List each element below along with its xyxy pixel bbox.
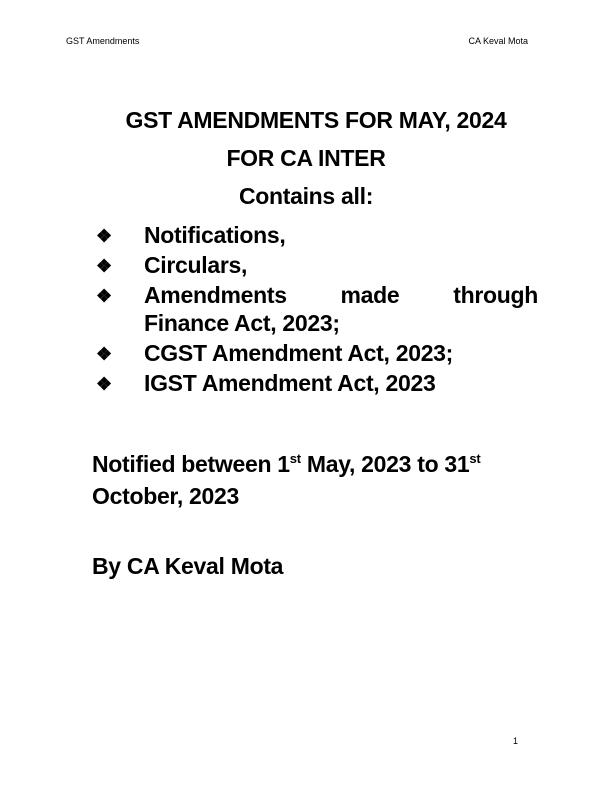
diamond-dots-icon: ❖ [96, 286, 112, 306]
diamond-dots-icon: ❖ [96, 226, 112, 246]
notified-statement [92, 448, 552, 512]
list-item [96, 281, 538, 339]
list-item [96, 251, 538, 281]
notified-line-2: October, 2023 [92, 483, 239, 509]
list-item-text: Notifications, [144, 222, 286, 248]
list-item [96, 339, 538, 369]
ordinal-suffix: st [469, 451, 481, 466]
list-item-continuation: Finance Act, 2023; [144, 310, 340, 336]
title-line-1: GST AMENDMENTS FOR MAY, 2024 [125, 107, 507, 133]
word: Amendments [144, 282, 287, 308]
title-line-3: Contains all: [238, 183, 374, 209]
word: through [453, 282, 538, 308]
title-line-2: FOR CA INTER [226, 145, 386, 171]
author-byline: By CA Keval Mota [92, 553, 284, 579]
header-right: CA Keval Mota [468, 36, 528, 46]
contents-list [96, 221, 538, 399]
list-item-text: IGST Amendment Act, 2023 [144, 370, 436, 396]
list-item-text: CGST Amendment Act, 2023; [144, 340, 454, 366]
notified-part-1: Notified between 1 [92, 451, 290, 477]
list-item [96, 369, 538, 399]
header-left: GST Amendments [66, 36, 140, 46]
list-item-text [144, 281, 538, 309]
diamond-dots-icon: ❖ [96, 256, 112, 276]
diamond-dots-icon: ❖ [96, 374, 112, 394]
list-item [96, 221, 538, 251]
ordinal-suffix: st [289, 451, 301, 466]
page-number: 1 [512, 736, 518, 746]
diamond-dots-icon: ❖ [96, 344, 112, 364]
notified-part-2: May, 2023 to 31 [300, 451, 470, 477]
list-item-text: Circulars, [144, 252, 248, 278]
word: made [340, 282, 400, 308]
